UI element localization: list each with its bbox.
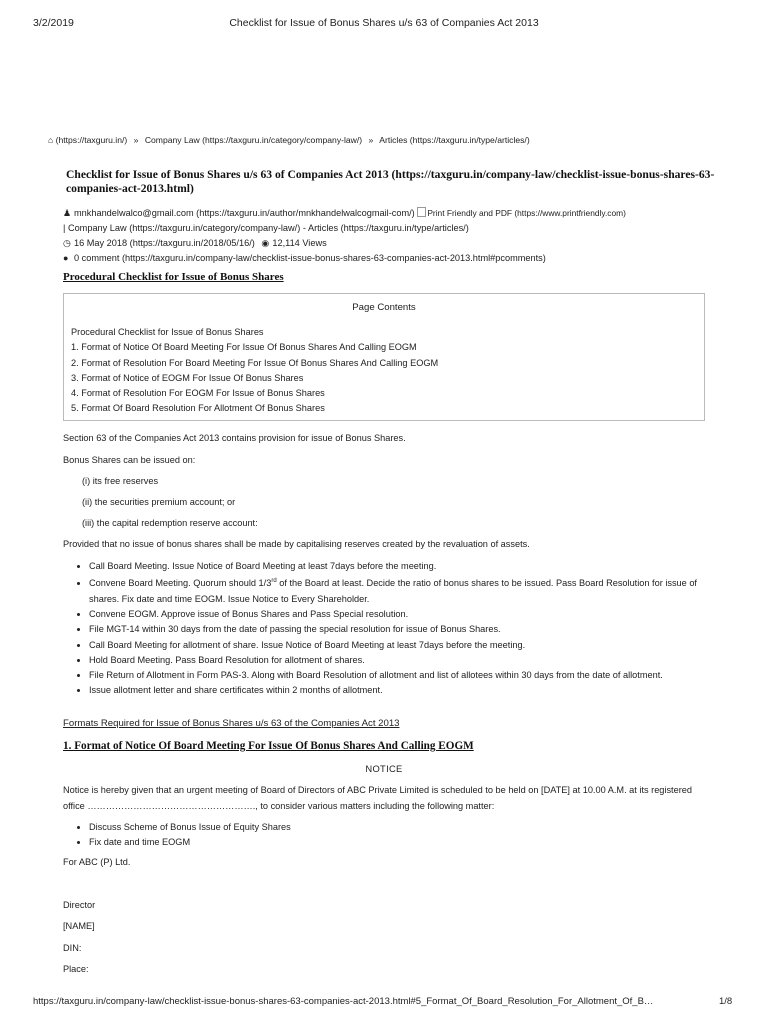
page-number: 1/8 [719,996,733,1007]
page-contents-title: Page Contents [352,302,416,313]
for-company: For ABC (P) Ltd. [63,857,131,867]
list-item: • Hold Board Meeting. Pass Board Resolution for allotment of shares. [89,653,719,668]
print-friendly-image-icon [417,207,426,217]
toc-item[interactable]: 3. Format of Notice of EOGM For Issue Of Bonus Shares [71,372,304,383]
toc-item[interactable]: 1. Format of Notice Of Board Meeting For Issue Of Bonus Shares And Calling EOGM [71,342,417,353]
home-icon: ⌂ [48,135,54,145]
print-footer-url: https://taxguru.in/company-law/checklist-issue-bonus-shares-63-companies-act-2013.html#5_Format_Of_Board_Resolution_For_Allotment_Of_B… [33,996,654,1007]
user-icon: ♟ [63,208,72,218]
comment-icon: ● [63,253,69,263]
comments-line [63,253,546,263]
step-text: of the Board at least. Decide the ratio of bonus shares to be issued. Pass Board Resolution for issue of shares. Fix date and time EOGM. Issue Notice to Every Shareholder. [89,578,697,604]
format1-heading: 1. Format of Notice Of Board Meeting For Issue Of Bonus Shares And Calling EOGM [63,740,474,752]
procedure-steps [63,559,719,699]
comments-link[interactable]: 0 comment (https://taxguru.in/company-law/checklist-issue-bonus-shares-63-companies-act-2013.html#pcomments) [74,253,546,263]
toc-item[interactable]: 4. Format of Resolution For EOGM For Issue of Bonus Shares [71,388,325,399]
step-text: Convene Board Meeting. Quorum should 1/3 [89,578,272,589]
view-count: 12,114 Views [272,238,327,248]
breadcrumb-home[interactable]: (https://taxguru.in/) [55,135,128,145]
author-link[interactable]: mnkhandelwalco@gmail.com (https://taxguru.in/author/mnkhandelwalcogmail-com/) [74,208,415,218]
list-item [89,574,719,607]
procedural-heading: Procedural Checklist for Issue of Bonus Shares [63,271,284,283]
print-title: Checklist for Issue of Bonus Shares u/s 63 of Companies Act 2013 [229,17,539,29]
breadcrumb-company-law[interactable]: Company Law (https://taxguru.in/category/company-law/) [144,135,363,145]
eye-icon: ◉ [261,238,270,248]
list-item: • Call Board Meeting. Issue Notice of Board Meeting at least 7days before the meeting. [89,559,719,574]
author-line [63,207,626,219]
list-item: • Convene EOGM. Approve issue of Bonus Shares and Pass Special resolution. [89,607,719,622]
list-item: • Issue allotment letter and share certificates within 2 months of allotment. [89,683,719,698]
breadcrumb-separator: » [133,135,139,145]
breadcrumb-articles[interactable]: Articles (https://taxguru.in/type/articles/) [379,135,530,145]
list-item: • Discuss Scheme of Bonus Issue of Equity Shares [89,820,719,835]
source-item: (ii) the securities premium account; or [82,497,236,507]
notice-items [63,820,719,851]
step-superscript: rd [271,578,277,585]
formats-required-link[interactable]: Formats Required for Issue of Bonus Shares u/s 63 of the Companies Act 2013 [63,718,400,729]
date-link[interactable]: 16 May 2018 (https://taxguru.in/2018/05/16/) [74,238,255,248]
issued-on-text: Bonus Shares can be issued on: [63,455,196,465]
source-item: (iii) the capital redemption reserve account: [82,518,258,528]
breadcrumb [48,135,530,145]
list-item: • Fix date and time EOGM [89,835,719,850]
print-friendly[interactable] [417,208,626,218]
categories-line[interactable]: | Company Law (https://taxguru.in/category/company-law/) - Articles (https://taxguru.in/type/articles/) [63,223,469,233]
toc-item[interactable]: 2. Format of Resolution For Board Meeting For Issue Of Bonus Shares And Calling EOGM [71,357,439,368]
place-label: Place: [63,964,89,974]
clock-icon: ◷ [63,238,71,248]
name-placeholder: [NAME] [63,921,95,931]
notice-text: Notice is hereby given that an urgent meeting of Board of Directors of ABC Private Limited is scheduled to be held on [DATE] at 10.00 A.M. at its registered office ………………………………………………., to consider various matters including the following matter: [63,785,692,811]
page-contents-box [63,293,705,421]
print-friendly-url[interactable]: (https://www.printfriendly.com) [514,208,626,218]
din-label: DIN: [63,943,82,953]
proviso-text: Provided that no issue of bonus shares shall be made by capitalising reserves created by the revaluation of assets. [63,539,530,549]
toc-item[interactable]: Procedural Checklist for Issue of Bonus Shares [71,327,264,337]
article-title[interactable]: Checklist for Issue of Bonus Shares u/s 63 of Companies Act 2013 (https://taxguru.in/company-law/checklist-issue-bonus-shares-63-companies-act-2013.html) [66,168,715,195]
notice-title: NOTICE [365,763,403,774]
list-item: • File Return of Allotment in Form PAS-3. Along with Board Resolution of allotment and list of allotees within 30 days from the date of allotment. [89,668,719,683]
list-item: • Call Board Meeting for allotment of share. Issue Notice of Board Meeting at least 7days before the meeting. [89,638,719,653]
director-label: Director [63,900,96,910]
print-date: 3/2/2019 [33,17,74,29]
list-item: • File MGT-14 within 30 days from the date of passing the special resolution for issue of Bonus Shares. [89,622,719,637]
print-friendly-label[interactable]: Print Friendly and PDF [427,208,513,218]
toc-item[interactable]: 5. Format Of Board Resolution For Allotment Of Bonus Shares [71,403,325,414]
breadcrumb-separator: » [368,135,374,145]
toc-list [71,325,438,417]
section63-text: Section 63 of the Companies Act 2013 contains provision for issue of Bonus Shares. [63,433,406,443]
date-line [63,238,327,249]
source-item: (i) its free reserves [82,476,159,486]
